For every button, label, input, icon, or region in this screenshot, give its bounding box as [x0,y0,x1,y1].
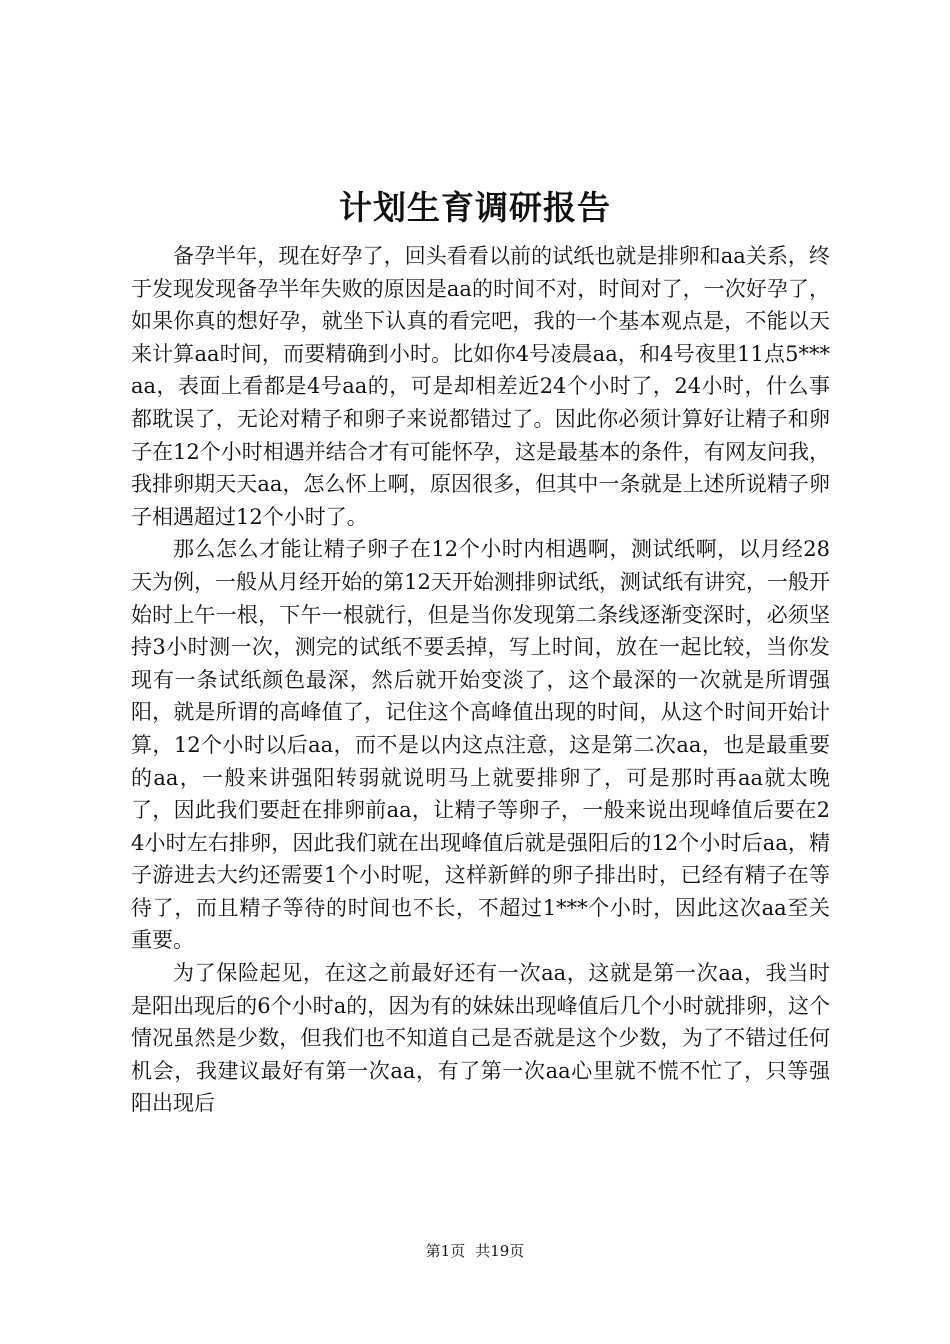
document-title: 计划生育调研报告 [339,188,611,227]
page-footer [0,1241,950,1261]
paragraph: 为了保险起见，在这之前最好还有一次aa，这就是第一次aa，我当时是阳出现后的6个小时a的，因为有的妹妹出现峰值后几个小时就排卵，这个情况虽然是少数，但我们也不知道自己是否就是这个少数，为了不错过任何机会，我建议最好有第一次aa，有了第一次aa心里就不慌不忙了，只等强阳出现后 [131,961,830,1116]
paragraph: 备孕半年，现在好孕了，回头看看以前的试纸也就是排卵和aa关系，终于发现发现备孕半年失败的原因是aa的时间不对，时间对了，一次好孕了，如果你真的想好孕，就坐下认真的看完吧，我的一个基本观点是，不能以天来计算aa时间，而要精确到小时。比如你4号凌晨aa，和4号夜里11点5***aa，表面上看都是4号aa的，可是却相差近24个小时了，24小时，什么事都耽误了，无论对精子和卵子来说都错过了。因此你必须计算好让精子和卵子在12个小时相遇并结合才有可能怀孕，这是最基本的条件，有网友问我，我排卵期天天aa，怎么怀上啊，原因很多，但其中一条就是上述所说精子卵子相遇超过12个小时了。 [131,244,830,529]
page-total: 共19页 [475,1242,525,1260]
document-body [131,240,830,1120]
paragraph: 那么怎么才能让精子卵子在12个小时内相遇啊，测试纸啊，以月经28天为例，一般从月经开始的第12天开始测排卵试纸，测试纸有讲究，一般开始时上午一根，下午一根就行，但是当你发现第二条线逐渐变深时，必须坚持3小时测一次，测完的试纸不要丢掉，写上时间，放在一起比较，当你发现有一条试纸颜色最深，然后就开始变淡了，这个最深的一次就是所谓强阳，就是所谓的高峰值了，记住这个高峰值出现的时间，从这个时间开始计算，12个小时以后aa，而不是以内这点注意，这是第二次aa，也是最重要的aa，一般来讲强阳转弱就说明马上就要排卵了，可是那时再aa就太晚了，因此我们要赶在排卵前aa，让精子等卵子，一般来说出现峰值后要在24小时左右排卵，因此我们就在出现峰值后就是强阳后的12个小时后aa，精子游进去大约还需要1个小时呢，这样新鲜的卵子排出时，已经有精子在等待了，而且精子等待的时间也不长，不超过1***个小时，因此这次aa至关重要。 [131,537,830,953]
page-number: 第1页 [425,1242,466,1260]
